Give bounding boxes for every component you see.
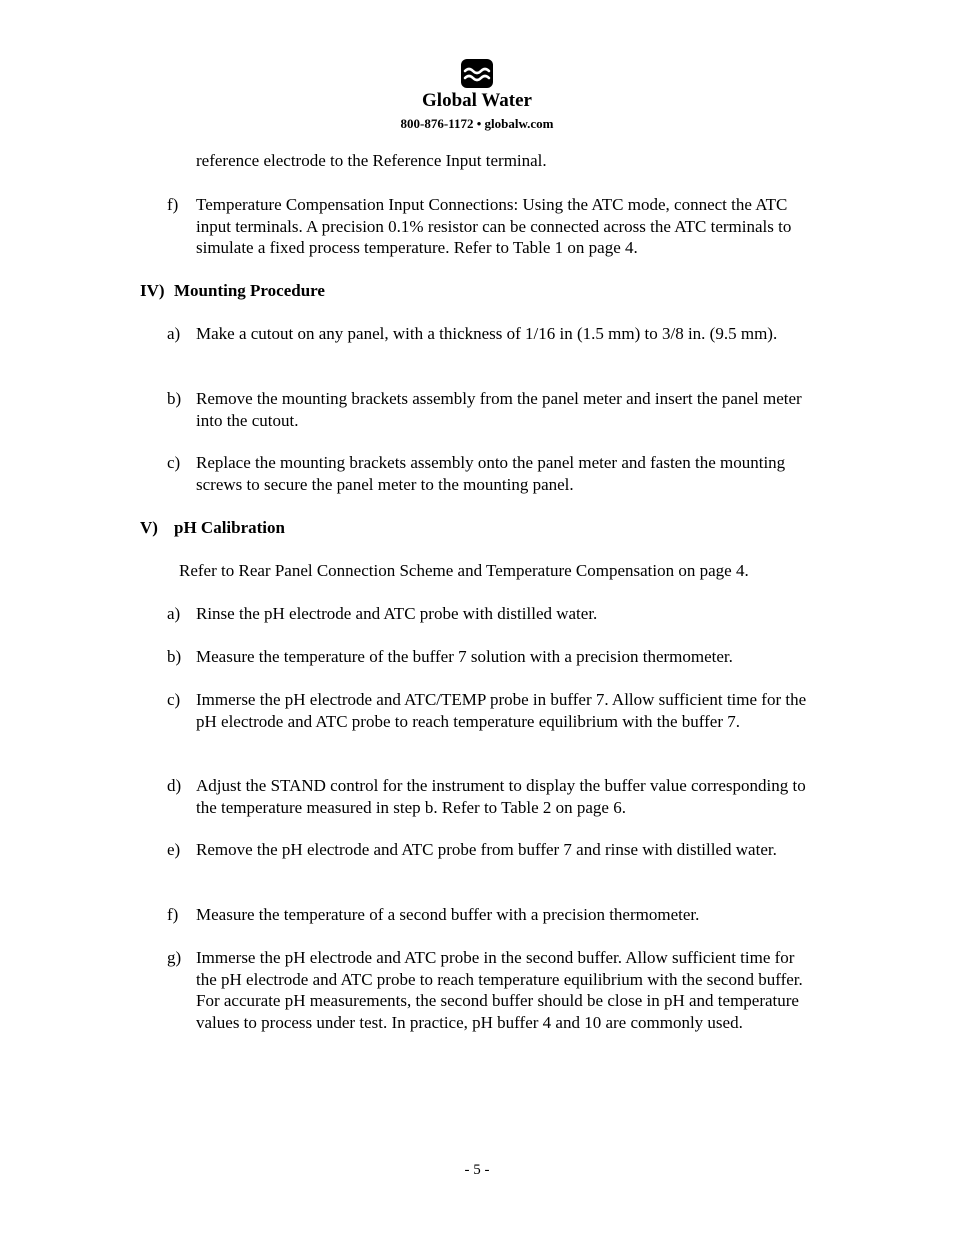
- list-item: [167, 603, 818, 625]
- section-intro: Refer to Rear Panel Connection Scheme and Temperature Compensation on page 4.: [179, 561, 749, 580]
- list-item: [167, 904, 818, 926]
- list-item: [167, 388, 818, 431]
- list-item-label: c): [167, 690, 181, 709]
- list-item-text: Immerse the pH electrode and ATC/TEMP probe in buffer 7. Allow sufficient time for the pH electrode and ATC probe to reach temperature equilibrium with the buffer 7.: [196, 690, 807, 731]
- list-item: [167, 775, 818, 818]
- list-item-label: g): [167, 948, 182, 967]
- list-item-text: Remove the mounting brackets assembly from the panel meter and insert the panel meter into the cutout.: [196, 389, 802, 430]
- brand-name: Global Water: [422, 90, 532, 111]
- list-item-label: f): [167, 195, 179, 214]
- page-number: - 5 -: [464, 1162, 490, 1178]
- list-item: [167, 689, 818, 732]
- list-item-connections-f: [167, 194, 818, 259]
- list-item: [167, 452, 818, 495]
- section-number: IV): [140, 281, 165, 300]
- list-item-label: e): [167, 840, 181, 859]
- list-item-text: Replace the mounting brackets assembly onto the panel meter and fasten the mounting screws to secure the panel meter to the mounting panel.: [196, 453, 786, 494]
- list-item-text: Immerse the pH electrode and ATC probe in the second buffer. Allow sufficient time for the pH electrode and ATC probe to reach temperature equilibrium with the second buffer. For accurate pH measurements, the second buffer should be close in pH and temperature values to process under test. In practice, pH buffer 4 and 10 are commonly used.: [196, 948, 803, 1032]
- list-item-label: b): [167, 389, 182, 408]
- continuation-text: reference electrode to the Reference Input terminal.: [196, 151, 547, 170]
- section-title: Mounting Procedure: [174, 281, 325, 300]
- section-number: V): [140, 518, 158, 537]
- list-item-text: Make a cutout on any panel, with a thickness of 1/16 in (1.5 mm) to 3/8 in. (9.5 mm).: [196, 324, 778, 343]
- list-item-text: Adjust the STAND control for the instrument to display the buffer value corresponding to the temperature measured in step b. Refer to Table 2 on page 6.: [196, 776, 806, 817]
- list-item-label: a): [167, 604, 181, 623]
- list-item-text: Measure the temperature of a second buffer with a precision thermometer.: [196, 905, 700, 924]
- list-item-label: b): [167, 647, 182, 666]
- section-title: pH Calibration: [174, 518, 285, 537]
- list-item: [167, 839, 818, 861]
- list-item-label: f): [167, 905, 179, 924]
- list-item-text: Measure the temperature of the buffer 7 solution with a precision thermometer.: [196, 647, 733, 666]
- list-item-label: a): [167, 324, 181, 343]
- list-item-text: Remove the pH electrode and ATC probe from buffer 7 and rinse with distilled water.: [196, 840, 777, 859]
- list-item: [167, 646, 818, 668]
- list-item-text: Temperature Compensation Input Connections: Using the ATC mode, connect the ATC input terminals. A precision 0.1% resistor can be connected across the ATC terminals to simulate a fixed process temperature. Refer to Table 1 on page 4.: [196, 195, 792, 258]
- list-item-label: d): [167, 776, 182, 795]
- contact-line: 800-876-1172 • globalw.com: [400, 116, 554, 131]
- list-item-text: Rinse the pH electrode and ATC probe with distilled water.: [196, 604, 598, 623]
- list-item: [167, 323, 818, 345]
- list-item-label: c): [167, 453, 181, 472]
- list-item: [167, 947, 818, 1033]
